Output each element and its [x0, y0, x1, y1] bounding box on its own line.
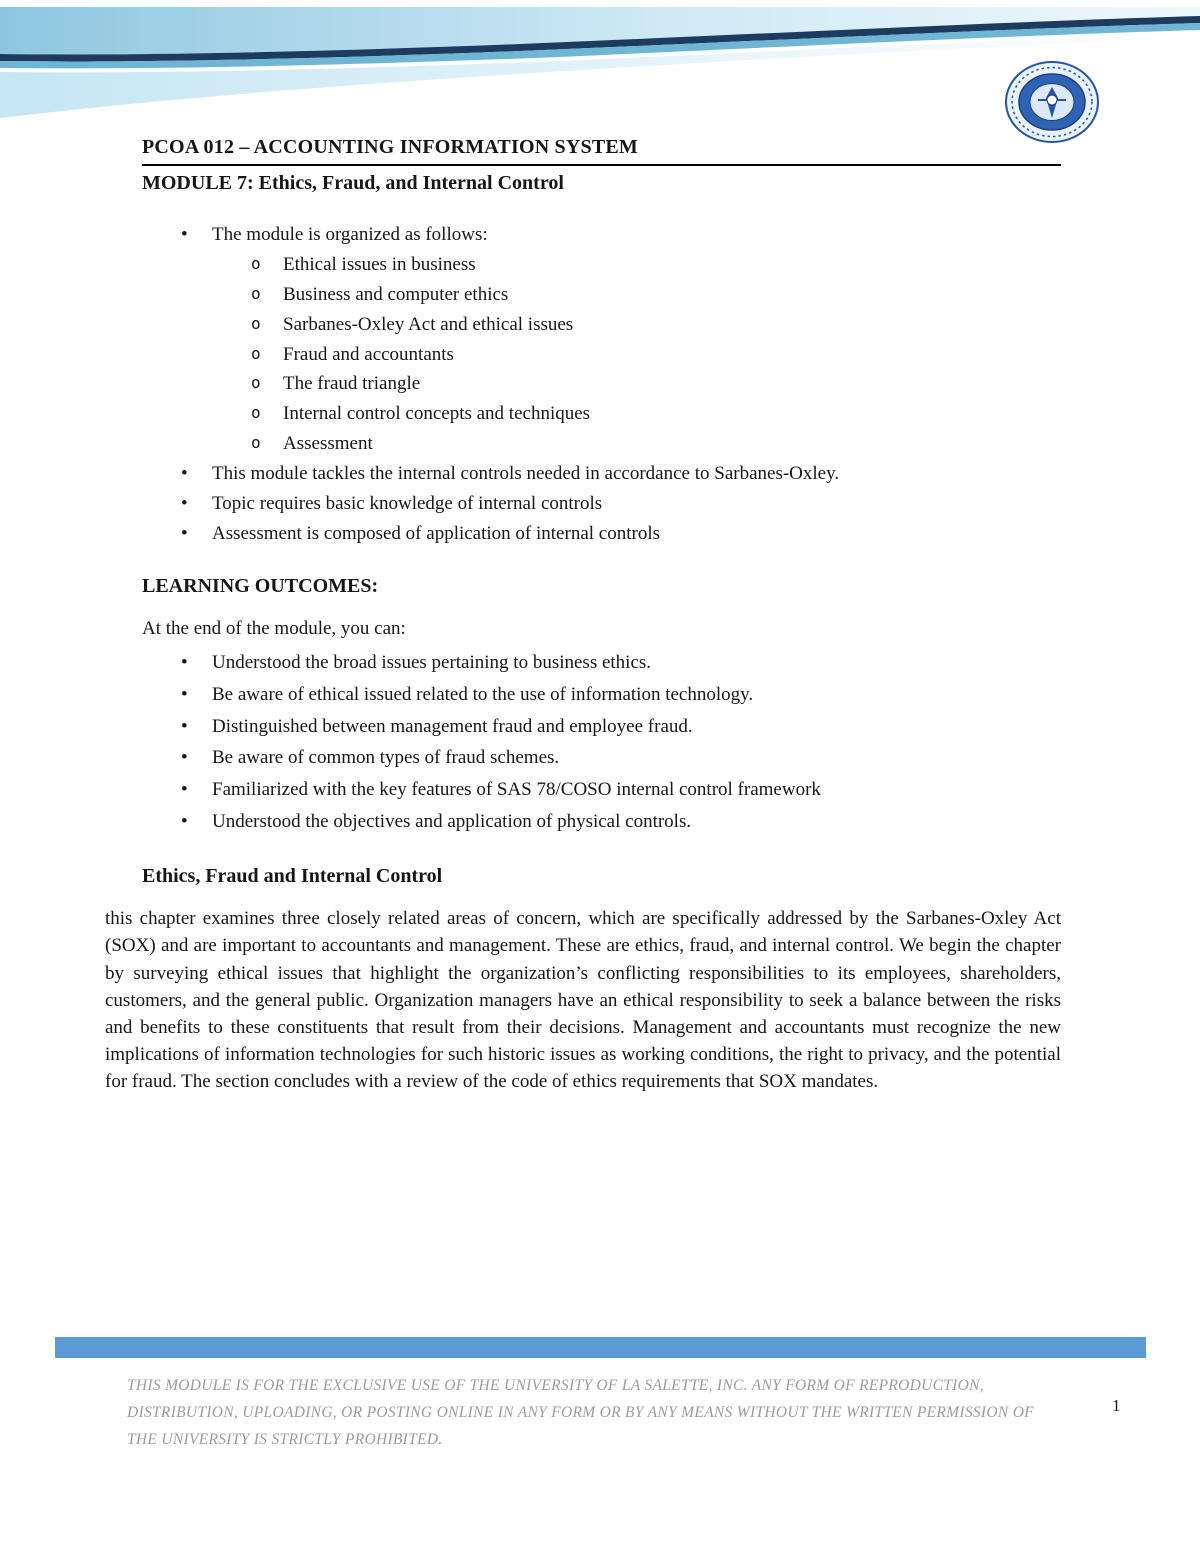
- outcome-item: • Be aware of ethical issued related to the use of information technology.: [105, 685, 1061, 706]
- footer-disclaimer: THIS MODULE IS FOR THE EXCLUSIVE USE OF THE UNIVERSITY OF LA SALETTE, INC. ANY FORM OF REPRODUCTION, DISTRIBUTION, UPLOADING, OR POSTING ONLINE IN ANY FORM OR BY ANY MEANS WITHOUT THE WRITTEN PERMISSION OF THE UNIVERSITY IS STRICTLY PROHIBITED.: [127, 1377, 1034, 1449]
- course-title: PCOA 012 – ACCOUNTING INFORMATION SYSTEM: [142, 136, 1061, 166]
- outcome-item: • Distinguished between management fraud and employee fraud.: [105, 717, 1061, 738]
- section-body-paragraph: this chapter examines three closely related areas of concern, which are specifically addressed by the Sarbanes-Oxley Act (SOX) and are important to accountants and management. These are ethics, fraud, and internal control. We begin the chapter by surveying ethical issues that highlight the organization’s conflicting responsibilities to its employees, shareholders, customers, and the general public. Organization managers have an ethical responsibility to seek a balance between the risks and benefits to these constituents that result from their decisions. Management and accountants must recognize the new implications of information technologies for such historic issues as working conditions, the right to privacy, and the potential for fraud. The section concludes with a review of the code of ethics requirements that SOX mandates.: [105, 908, 1061, 1093]
- topic-item: o Business and computer ethics: [212, 285, 1061, 306]
- overview-bullet: • Topic requires basic knowledge of internal controls: [105, 494, 1061, 515]
- document-header: [105, 136, 1061, 195]
- topic-item: o Assessment: [212, 434, 1061, 455]
- topic-item: o The fraud triangle: [212, 374, 1061, 395]
- outcome-item: • Be aware of common types of fraud schemes.: [105, 748, 1061, 769]
- section-heading: Ethics, Fraud and Internal Control: [142, 865, 443, 888]
- outcome-item: • Understood the objectives and application of physical controls.: [105, 812, 1061, 833]
- overview-intro: The module is organized as follows:: [212, 224, 488, 245]
- module-topics-list: [212, 255, 1061, 455]
- learning-outcomes-list: [105, 653, 1061, 833]
- overview-bullet: • Assessment is composed of application of internal controls: [105, 524, 1061, 545]
- topic-item: o Ethical issues in business: [212, 255, 1061, 276]
- list-item: [105, 225, 1061, 455]
- footer-accent-bar: [55, 1337, 1146, 1358]
- module-overview-list: [105, 225, 1061, 545]
- learning-outcomes-intro: At the end of the module, you can:: [142, 617, 406, 639]
- overview-bullet: • This module tackles the internal controls needed in accordance to Sarbanes-Oxley.: [105, 464, 1061, 485]
- topic-item: o Fraud and accountants: [212, 345, 1061, 366]
- university-seal-icon: [1002, 60, 1102, 144]
- university-logo: [1002, 60, 1102, 144]
- topic-item: o Internal control concepts and techniques: [212, 404, 1061, 425]
- topic-item: o Sarbanes-Oxley Act and ethical issues: [212, 315, 1061, 336]
- module-title: MODULE 7: Ethics, Fraud, and Internal Control: [142, 172, 564, 194]
- document-content: [105, 136, 1061, 1096]
- page-number: 1: [1112, 1396, 1121, 1415]
- learning-outcomes-heading: LEARNING OUTCOMES:: [142, 574, 379, 597]
- outcome-item: • Familiarized with the key features of SAS 78/COSO internal control framework: [105, 780, 1061, 801]
- outcome-item: • Understood the broad issues pertaining to business ethics.: [105, 653, 1061, 674]
